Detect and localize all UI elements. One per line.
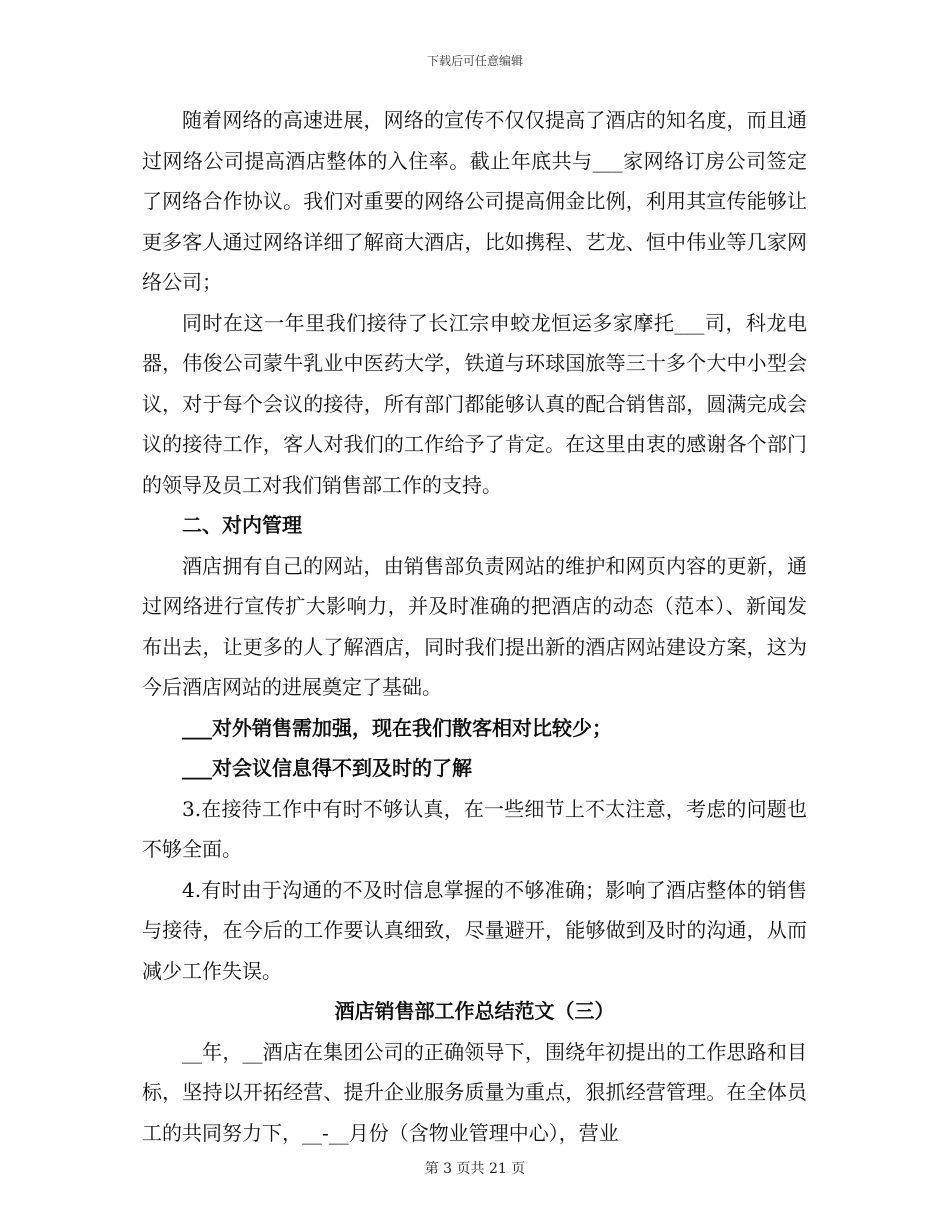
list-item-external-sales: ___对外销售需加强，现在我们散客相对比较少；: [182, 715, 612, 740]
paragraph-online-promotion: 随着网络的高速进展，网络的宣传不仅仅提高了酒店的知名度，而且通过网络公司提高酒店整体的入住率。截止年底共与___家网络订房公司签定了网络合作协议。我们对重要的网络公司提高佣金比例，利用其宣传能够让更多客人通过网络详细了解商大酒店，比如携程、艺龙、恒中伟业等几家网络公司；: [142, 108, 807, 294]
section-title: 酒店销售部工作总结范文（三）: [334, 999, 615, 1023]
list-item-communication: 4.有时由于沟通的不及时信息掌握的不够准确；影响了酒店整体的销售与接待，在今后的工作要认真细致，尽量避开，能够做到及时的沟通，从而减少工作失误。: [142, 877, 807, 983]
document-body: [142, 100, 807, 1153]
heading-internal-management: 二、对内管理: [182, 513, 302, 537]
page-header-note: 下载后可任意编辑: [426, 54, 523, 68]
list-item-meeting-info: ___对会议信息得不到及时的了解: [182, 756, 472, 780]
page-number-footer: 第 3 页共 21 页: [424, 1161, 526, 1177]
list-item-reception-care: 3.在接待工作中有时不够认真，在一些细节上不太注意，考虑的问题也不够全面。: [142, 796, 807, 861]
paragraph-website: 酒店拥有自己的网站，由销售部负责网站的维护和网页内容的更新，通过网络进行宣传扩大影响力，并及时准确的把酒店的动态（范本）、新闻发布出去，让更多的人了解酒店，同时我们提出新的酒店网站建设方案，这为今后酒店网站的进展奠定了基础。: [142, 553, 807, 699]
paragraph-annual-summary: __年，__酒店在集团公司的正确领导下，围绕年初提出的工作思路和目标，坚持以开拓经营、提升企业服务质量为重点，狠抓经营管理。在全体员工的共同努力下，__-__月份（含物业管理中心），营业: [142, 1039, 807, 1145]
paragraph-conference-reception: 同时在这一年里我们接待了长江宗申蛟龙恒运多家摩托___司，科龙电器，伟俊公司蒙牛乳业中医药大学，铁道与环球国旅等三十多个大中小型会议，对于每个会议的接待，所有部门都能够认真的配合销售部，圆满完成会议的接待工作，客人对我们的工作给予了肯定。在这里由衷的感谢各个部门的领导及员工对我们销售部工作的支持。: [142, 310, 807, 497]
